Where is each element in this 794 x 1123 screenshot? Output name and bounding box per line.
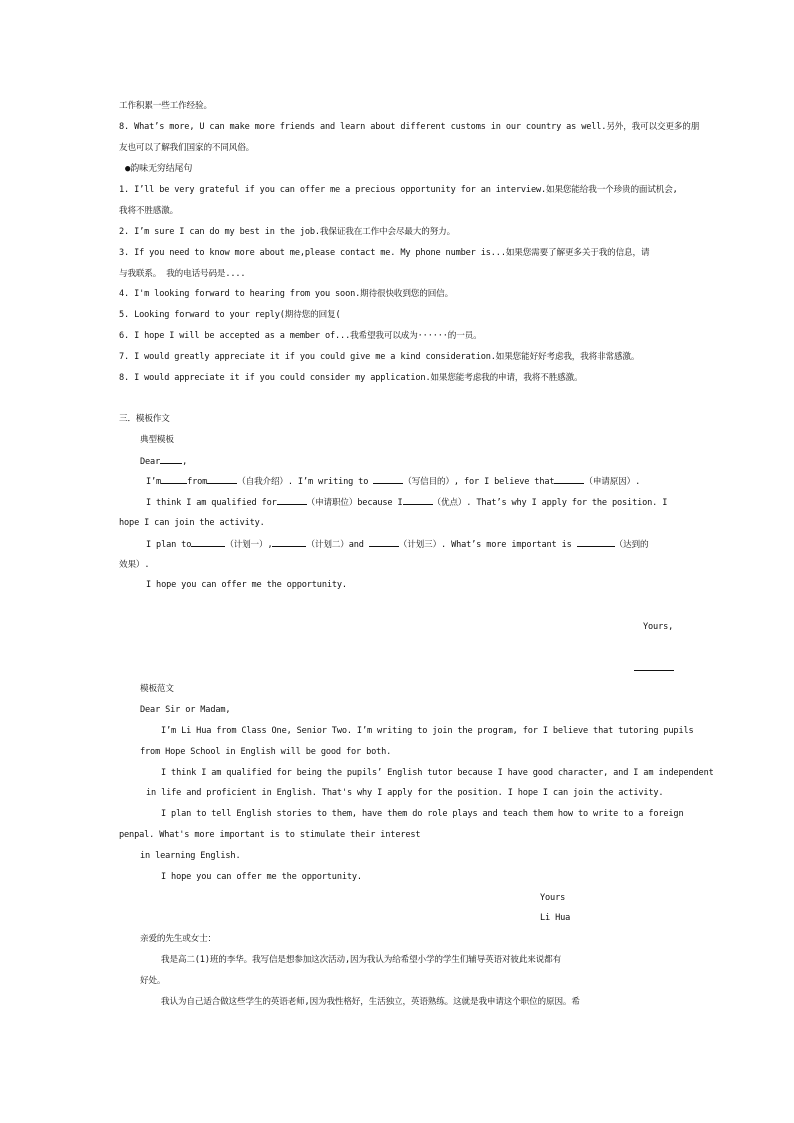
template-paragraph: [146, 538, 648, 551]
text-line: 8. What’s more, U can make more friends and learn about different customs in our country as well.另外，我可以交更多的朋: [119, 122, 700, 132]
text: （申请原因）.: [584, 477, 641, 487]
text: （达到的: [614, 540, 649, 550]
list-item: 7. I would greatly appreciate it if you could give me a kind consideration.如果您能好好考虑我，我将非常感激。: [119, 352, 640, 362]
template-paragraph: [146, 496, 667, 509]
signature: Li Hua: [540, 913, 571, 923]
text-line: I’m Li Hua from Class One, Senior Two. I’m writing to join the program, for I believe that tutoring pupils: [161, 726, 694, 736]
blank: [272, 538, 306, 547]
sub-heading: 典型模板: [140, 435, 174, 445]
list-item: 3. If you need to know more about me,please contact me. My phone number is...如果您需要了解更多关于我的信息，请: [119, 248, 650, 258]
text-line: 工作积累一些工作经验。: [119, 101, 212, 111]
text: （计划一）,: [225, 540, 273, 550]
text-line: I think I am qualified for being the pupils’ English tutor because I have good character, and I am independent: [161, 768, 714, 778]
text-line: I plan to tell English stories to them, have them do role plays and teach them how to write to a foreign: [161, 809, 684, 819]
template-paragraph: [146, 475, 640, 488]
section-heading: ●韵味无穷结尾句: [125, 164, 193, 174]
blank: [160, 455, 182, 464]
text-line: 我认为自己适合做这些学生的英语老师,因为我性格好，生活独立，英语熟练。这就是我申请这个职位的原因。希: [161, 997, 580, 1007]
text: I think I am qualified for: [146, 498, 277, 508]
text-line: I hope you can offer me the opportunity.: [161, 872, 362, 882]
text-line: hope I can join the activity.: [119, 518, 265, 528]
text-line: 效果）.: [119, 560, 150, 570]
blank: [554, 475, 584, 484]
list-item: 4. I'm looking forward to hearing from you soon.期待很快收到您的回信。: [119, 289, 454, 299]
list-item: 8. I would appreciate it if you could consider my application.如果您能考虑我的申请，我将不胜感激。: [119, 373, 583, 383]
text: ,: [182, 457, 188, 467]
blank: [277, 496, 307, 505]
text: （写信目的）, for I believe that: [403, 477, 555, 487]
greeting: 亲爱的先生或女士：: [140, 934, 216, 944]
signature-blank: [634, 670, 674, 671]
blank: [161, 475, 187, 484]
blank: [577, 538, 615, 547]
text: （计划二）and: [306, 540, 364, 550]
text: Dear: [140, 457, 161, 467]
closing: Yours: [540, 893, 566, 903]
blank: [369, 538, 399, 547]
text: （优点）. That’s why I apply for the position. I: [432, 498, 668, 508]
list-item: 与我联系。 我的电话号码是....: [119, 269, 246, 279]
blank: [191, 538, 225, 547]
text-line: from Hope School in English will be good for both.: [140, 747, 392, 757]
text-line: 好处。: [140, 976, 166, 986]
list-item: 我将不胜感激。: [119, 206, 179, 216]
greeting: Dear Sir or Madam,: [140, 705, 231, 715]
blank: [207, 475, 237, 484]
list-item: 1. I’ll be very grateful if you can offer me a precious opportunity for an interview.如果您能给我一个珍贵的面试机会,: [119, 185, 678, 195]
text: I’m: [146, 477, 162, 487]
section-title: 三．模板作文: [119, 414, 170, 424]
text-line: penpal. What's more important is to stimulate their interest: [119, 830, 421, 840]
list-item: 2. I’m sure I can do my best in the job.我保证我在工作中会尽最大的努力。: [119, 227, 456, 237]
sub-heading: 模板范文: [140, 684, 174, 694]
text-line: I hope you can offer me the opportunity.: [146, 580, 347, 590]
list-item: 5. Looking forward to your reply(期待您的回复(: [119, 310, 341, 320]
text: （自我介绍）. I’m writing to: [237, 477, 369, 487]
blank: [403, 496, 433, 505]
template-greeting: [140, 455, 187, 468]
text-line: 友也可以了解我们国家的不同风俗。: [119, 143, 255, 153]
list-item: 6. I hope I will be accepted as a member of...我希望我可以成为······的一员。: [119, 331, 482, 341]
blank: [373, 475, 403, 484]
text: I plan to: [146, 540, 192, 550]
text: from: [187, 477, 208, 487]
text-line: 我是高二(1)班的李华。我写信是想参加这次活动,因为我认为给希望小学的学生们辅导英语对彼此来说都有: [161, 955, 562, 965]
text: （计划三）. What’s more important is: [398, 540, 572, 550]
text: （申请职位）because I: [306, 498, 403, 508]
text-line: in life and proficient in English. That's why I apply for the position. I hope I can join the activity.: [146, 788, 664, 798]
closing: Yours,: [643, 622, 674, 632]
text-line: in learning English.: [140, 851, 241, 861]
